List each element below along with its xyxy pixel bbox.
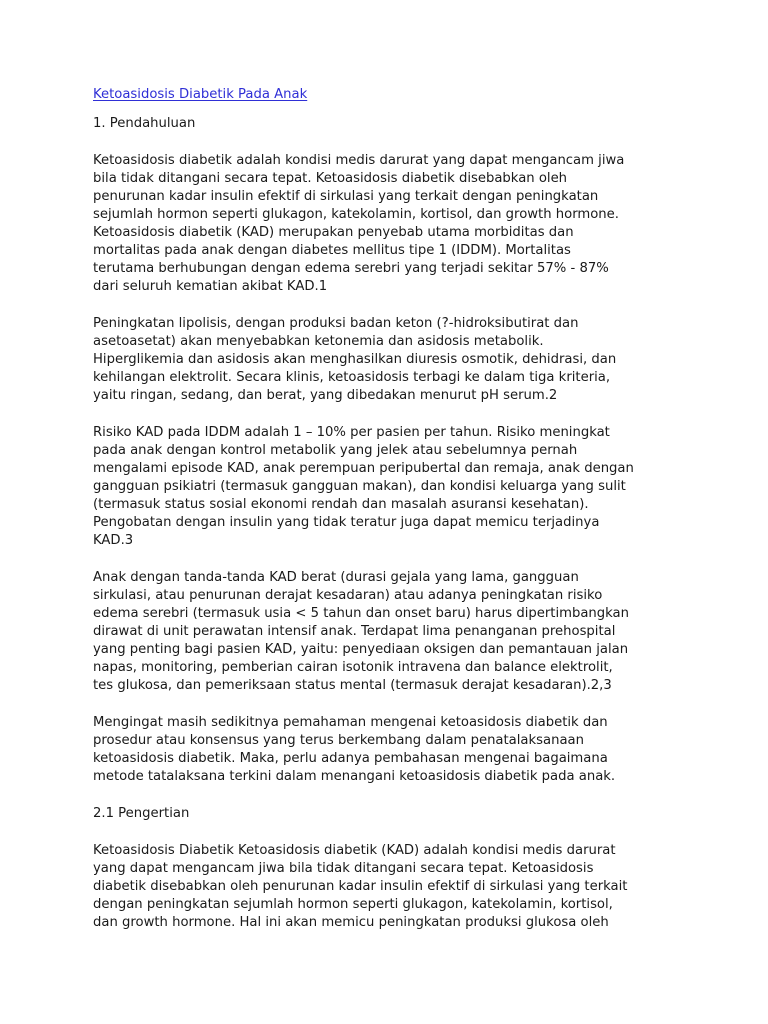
paragraph-line: dan growth hormone. Hal ini akan memicu peningkatan produksi glukosa oleh (93, 915, 609, 930)
paragraph-line: yang dapat mengancam jiwa bila tidak ditangani secara tepat. Ketoasidosis (93, 861, 594, 876)
paragraph-line: prosedur atau konsensus yang terus berkembang dalam penatalaksanaan (93, 733, 584, 748)
paragraph-line: Risiko KAD pada IDDM adalah 1 – 10% per pasien per tahun. Risiko meningkat (93, 425, 610, 440)
document-page (93, 86, 713, 951)
paragraph-line: asetoasetat) akan menyebabkan ketonemia dan asidosis metabolik. (93, 334, 544, 349)
paragraph-line: sejumlah hormon seperti glukagon, katekolamin, kortisol, dan growth hormone. (93, 207, 619, 222)
paragraph-line: Ketoasidosis diabetik (KAD) merupakan penyebab utama morbiditas dan (93, 225, 574, 240)
paragraph-line: edema serebri (termasuk usia < 5 tahun dan onset baru) harus dipertimbangkan (93, 606, 629, 621)
paragraph-line: metode tatalaksana terkini dalam menangani ketoasidosis diabetik pada anak. (93, 769, 616, 784)
paragraph-line: dari seluruh kematian akibat KAD.1 (93, 279, 328, 294)
paragraph-line: Mengingat masih sedikitnya pemahaman mengenai ketoasidosis diabetik dan (93, 715, 608, 730)
paragraph-line: Ketoasidosis Diabetik Ketoasidosis diabetik (KAD) adalah kondisi medis darurat (93, 843, 616, 858)
paragraph-line: gangguan psikiatri (termasuk gangguan makan), dan kondisi keluarga yang sulit (93, 479, 626, 494)
paragraph-line: dengan peningkatan sejumlah hormon seperti glukagon, katekolamin, kortisol, (93, 897, 613, 912)
paragraph-2 (93, 315, 713, 405)
paragraph-line: mengalami episode KAD, anak perempuan peripubertal dan remaja, anak dengan (93, 461, 634, 476)
section-heading-pendahuluan: 1. Pendahuluan (93, 116, 196, 131)
paragraph-line: Hiperglikemia dan asidosis akan menghasilkan diuresis osmotik, dehidrasi, dan (93, 352, 617, 367)
paragraph-4 (93, 569, 713, 695)
paragraph-line: sirkulasi, atau penurunan derajat kesadaran) atau adanya peningkatan risiko (93, 588, 603, 603)
paragraph-line: Ketoasidosis diabetik adalah kondisi medis darurat yang dapat mengancam jiwa (93, 153, 625, 168)
paragraph-line: penurunan kadar insulin efektif di sirkulasi yang terkait dengan peningkatan (93, 189, 599, 204)
paragraph-1 (93, 152, 713, 296)
paragraph-line: pada anak dengan kontrol metabolik yang jelek atau sebelumnya pernah (93, 443, 578, 458)
paragraph-line: napas, monitoring, pemberian cairan isotonik intravena dan balance elektrolit, (93, 660, 613, 675)
paragraph-line: terutama berhubungan dengan edema serebri yang terjadi sekitar 57% - 87% (93, 261, 609, 276)
paragraph-line: yaitu ringan, sedang, dan berat, yang dibedakan menurut pH serum.2 (93, 388, 558, 403)
paragraph-line: kehilangan elektrolit. Secara klinis, ketoasidosis terbagi ke dalam tiga kriteria, (93, 370, 611, 385)
paragraph-5 (93, 714, 713, 786)
paragraph-line: tes glukosa, dan pemeriksaan status mental (termasuk derajat kesadaran).2,3 (93, 678, 612, 693)
document-title-link[interactable]: Ketoasidosis Diabetik Pada Anak (93, 87, 308, 102)
paragraph-line: KAD.3 (93, 533, 134, 548)
paragraph-line: Pengobatan dengan insulin yang tidak teratur juga dapat memicu terjadinya (93, 515, 600, 530)
paragraph-3 (93, 424, 713, 550)
section-heading-pengertian: 2.1 Pengertian (93, 806, 190, 821)
paragraph-line: Anak dengan tanda-tanda KAD berat (durasi gejala yang lama, gangguan (93, 570, 579, 585)
paragraph-line: bila tidak ditangani secara tepat. Ketoasidosis diabetik disebabkan oleh (93, 171, 568, 186)
paragraph-line: yang penting bagi pasien KAD, yaitu: penyediaan oksigen dan pemantauan jalan (93, 642, 629, 657)
paragraph-line: diabetik disebabkan oleh penurunan kadar insulin efektif di sirkulasi yang terkait (93, 879, 628, 894)
paragraph-line: mortalitas pada anak dengan diabetes mellitus tipe 1 (IDDM). Mortalitas (93, 243, 571, 258)
paragraph-line: Peningkatan lipolisis, dengan produksi badan keton (?-hidroksibutirat dan (93, 316, 579, 331)
paragraph-line: ketoasidosis diabetik. Maka, perlu adanya pembahasan mengenai bagaimana (93, 751, 608, 766)
paragraph-line: (termasuk status sosial ekonomi rendah dan masalah asuransi kesehatan). (93, 497, 589, 512)
paragraph-line: dirawat di unit perawatan intensif anak. Terdapat lima penanganan prehospital (93, 624, 616, 639)
paragraph-pengertian (93, 842, 713, 932)
